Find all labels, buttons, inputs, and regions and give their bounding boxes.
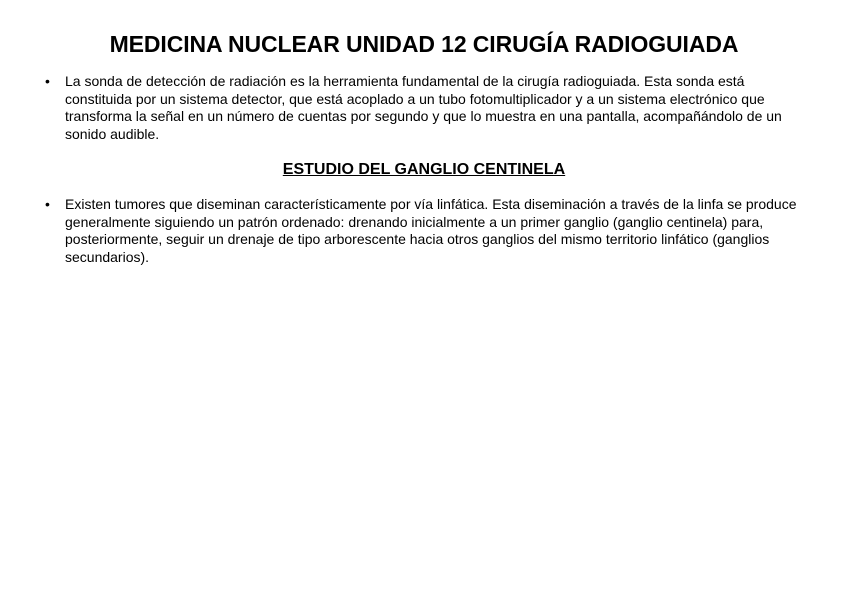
list-item — [0, 196, 848, 266]
document-title: MEDICINA NUCLEAR UNIDAD 12 CIRUGÍA RADIOGUIADA — [109, 31, 739, 57]
section-bullet-list — [0, 196, 848, 266]
bullet-icon: • — [45, 196, 50, 212]
paragraph-text: La sonda de detección de radiación es la herramienta fundamental de la cirugía radioguiada. Esta sonda está constituida por un sistema detector, que está acoplado a un tubo fotomultiplicador y a un sistema electrónico que transforma la señal en un número de cuentas por segundo y que lo muestra en una pantalla, acompañándolo de un sonido audible. — [65, 73, 782, 142]
paragraph-text: Existen tumores que diseminan característicamente por vía linfática. Esta diseminación a través de la linfa se produce generalmente siguiendo un patrón ordenado: drenando inicialmente a un primer ganglio (ganglio centinela) para, posteriormente, seguir un drenaje de tipo arborescente hacia otros ganglios del mismo territorio linfático (ganglios secundarios). — [65, 196, 797, 265]
section-heading: ESTUDIO DEL GANGLIO CENTINELA — [282, 161, 566, 178]
bullet-icon: • — [45, 73, 50, 89]
list-item — [0, 73, 848, 143]
intro-bullet-list — [0, 73, 848, 143]
